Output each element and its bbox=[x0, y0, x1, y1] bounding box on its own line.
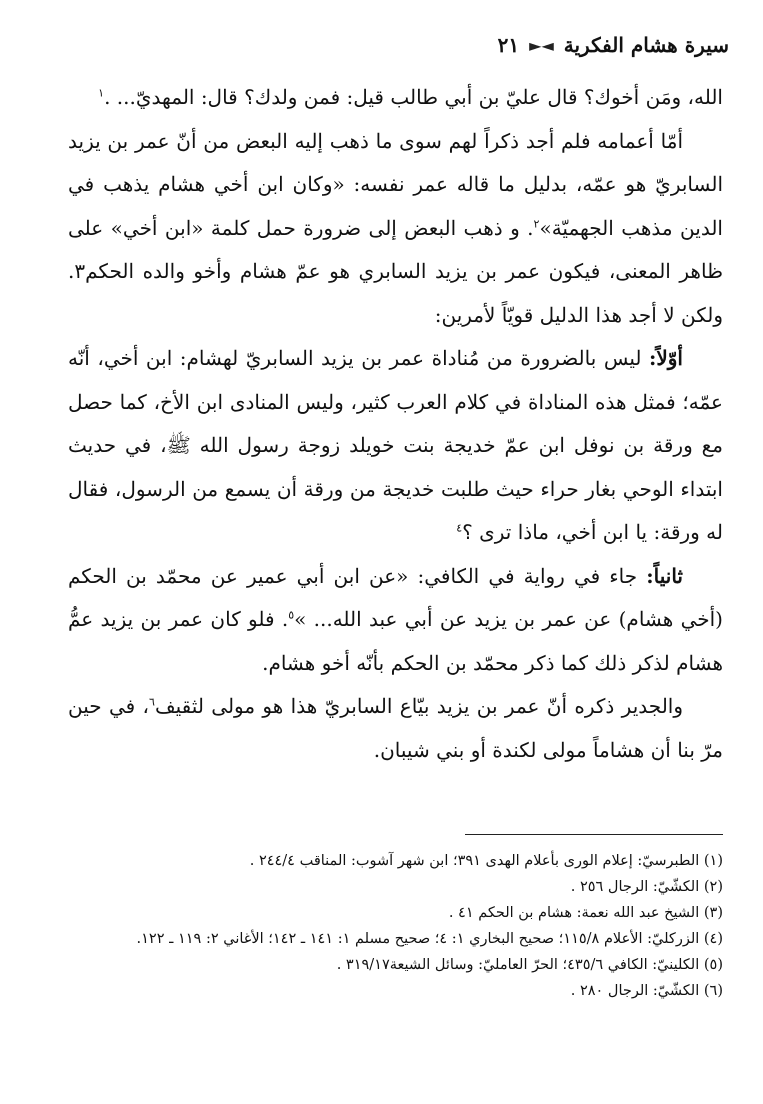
footnote: (١) الطبرسيّ: إعلام الورى بأعلام الهدى ٣٩١؛ ابن شهر آشوب: المناقب ٢٤٤/٤ . bbox=[249, 853, 723, 869]
footnote-ref: ٥ bbox=[288, 608, 295, 622]
paragraph bbox=[68, 120, 723, 338]
footnote-ref: ١ bbox=[98, 86, 105, 100]
page-number: ٢١ bbox=[497, 33, 520, 57]
footnote-divider bbox=[465, 834, 723, 835]
paragraph-text: . و ذهب البعض إلى ضرورة حمل كلمة «ابن أخي» على ظاهر المعنى، فيكون عمر بن يزيد السابري هو عمّ هشام وأخو والده الحكم٣. ولكن لا أجد هذا الدليل قويّاً لأمرين: bbox=[68, 215, 723, 327]
running-header bbox=[34, 30, 729, 60]
paragraph-text: أمّا أعمامه فلم أجد ذكراً لهم سوى ما ذهب إليه البعض من أنّ عمر بن يزيد السابريّ هو عمّه، بدليل ما قاله عمر نفسه: «وكان ابن أخي هشام يذهب في الدين مذهب الجهميّة» bbox=[68, 128, 723, 240]
paragraph-lead: ثانياً: bbox=[646, 563, 683, 588]
paragraph-text: ، في حين مرّ بنا أن هشاماً مولى لكندة أو بني شيبان. bbox=[68, 694, 723, 762]
paragraph bbox=[68, 555, 723, 686]
footnote: (٤) الزركليّ: الأعلام ١١٥/٨؛ صحيح البخاري ١: ٤؛ صحيح مسلم ١: ١٤١ ـ ١٤٢؛ الأغاني ٢: ١١٩ ـ ١٢٢. bbox=[136, 931, 723, 947]
footnote-ref: ٢ bbox=[533, 216, 540, 230]
paragraph-text: . فلو كان عمر بن يزيد عمُّ هشام لذكر ذلك كما ذكر محمّد بن الحكم بأنّه أخو هشام. bbox=[68, 607, 723, 675]
paragraph bbox=[68, 685, 723, 772]
footnote: (٣) الشيخ عبد الله نعمة: هشام بن الحكم ٤١ . bbox=[448, 905, 723, 921]
paragraph-text: جاء في رواية في الكافي: «عن ابن أبي عمير عن محمّد بن الحكم (أخي هشام) عن عمر بن يزيد عن أبي عبد الله... » bbox=[68, 563, 723, 631]
paragraph bbox=[68, 76, 723, 120]
footnote: (٦) الكشّيّ: الرجال ٢٨٠ . bbox=[570, 983, 723, 999]
footnote-ref: ٤ bbox=[456, 521, 463, 535]
main-text bbox=[68, 76, 723, 772]
paragraph-text: الله، ومَن أخوك؟ قال عليّ بن أبي طالب قيل: فمن ولدك؟ قال: المهديّ... . bbox=[104, 85, 723, 109]
footnote: (٥) الكلينيّ: الكافي ٤٣٥/٦؛ الحرّ العامليّ: وسائل الشيعة٣١٩/١٧ . bbox=[336, 957, 723, 973]
footnote-ref: ٦ bbox=[149, 695, 155, 709]
paragraph bbox=[68, 337, 723, 555]
paragraph-text: والجدير ذكره أنّ عمر بن يزيد بيّاع السابريّ هذا هو مولى لثقيف bbox=[154, 694, 683, 718]
ornament-icon: ◄► bbox=[529, 35, 554, 55]
paragraph-lead: أوّلاً: bbox=[648, 346, 683, 370]
running-title: سيرة هشام الفكرية bbox=[563, 33, 729, 57]
footnotes bbox=[52, 848, 723, 1004]
paragraph-text: ليس بالضرورة من مُناداة عمر بن يزيد السابريّ لهشام: ابن أخي، أنّه عمّه؛ فمثل هذه المناداة في كلام العرب كثير، وليس المنادى ابن الأخ، كما حصل مع ورقة بن نوفل ابن عمّ خديجة بنت خويلد زوجة رسول الله ﷺ، في حديث ابتداء الوحي بغار حراء حيث طلبت خديجة من ورقة أن يسمع من الرسول، فقال له ورقة: يا ابن أخي، ماذا ترى ؟ bbox=[68, 346, 723, 544]
footnote: (٢) الكشّيّ: الرجال ٢٥٦ . bbox=[570, 879, 723, 895]
